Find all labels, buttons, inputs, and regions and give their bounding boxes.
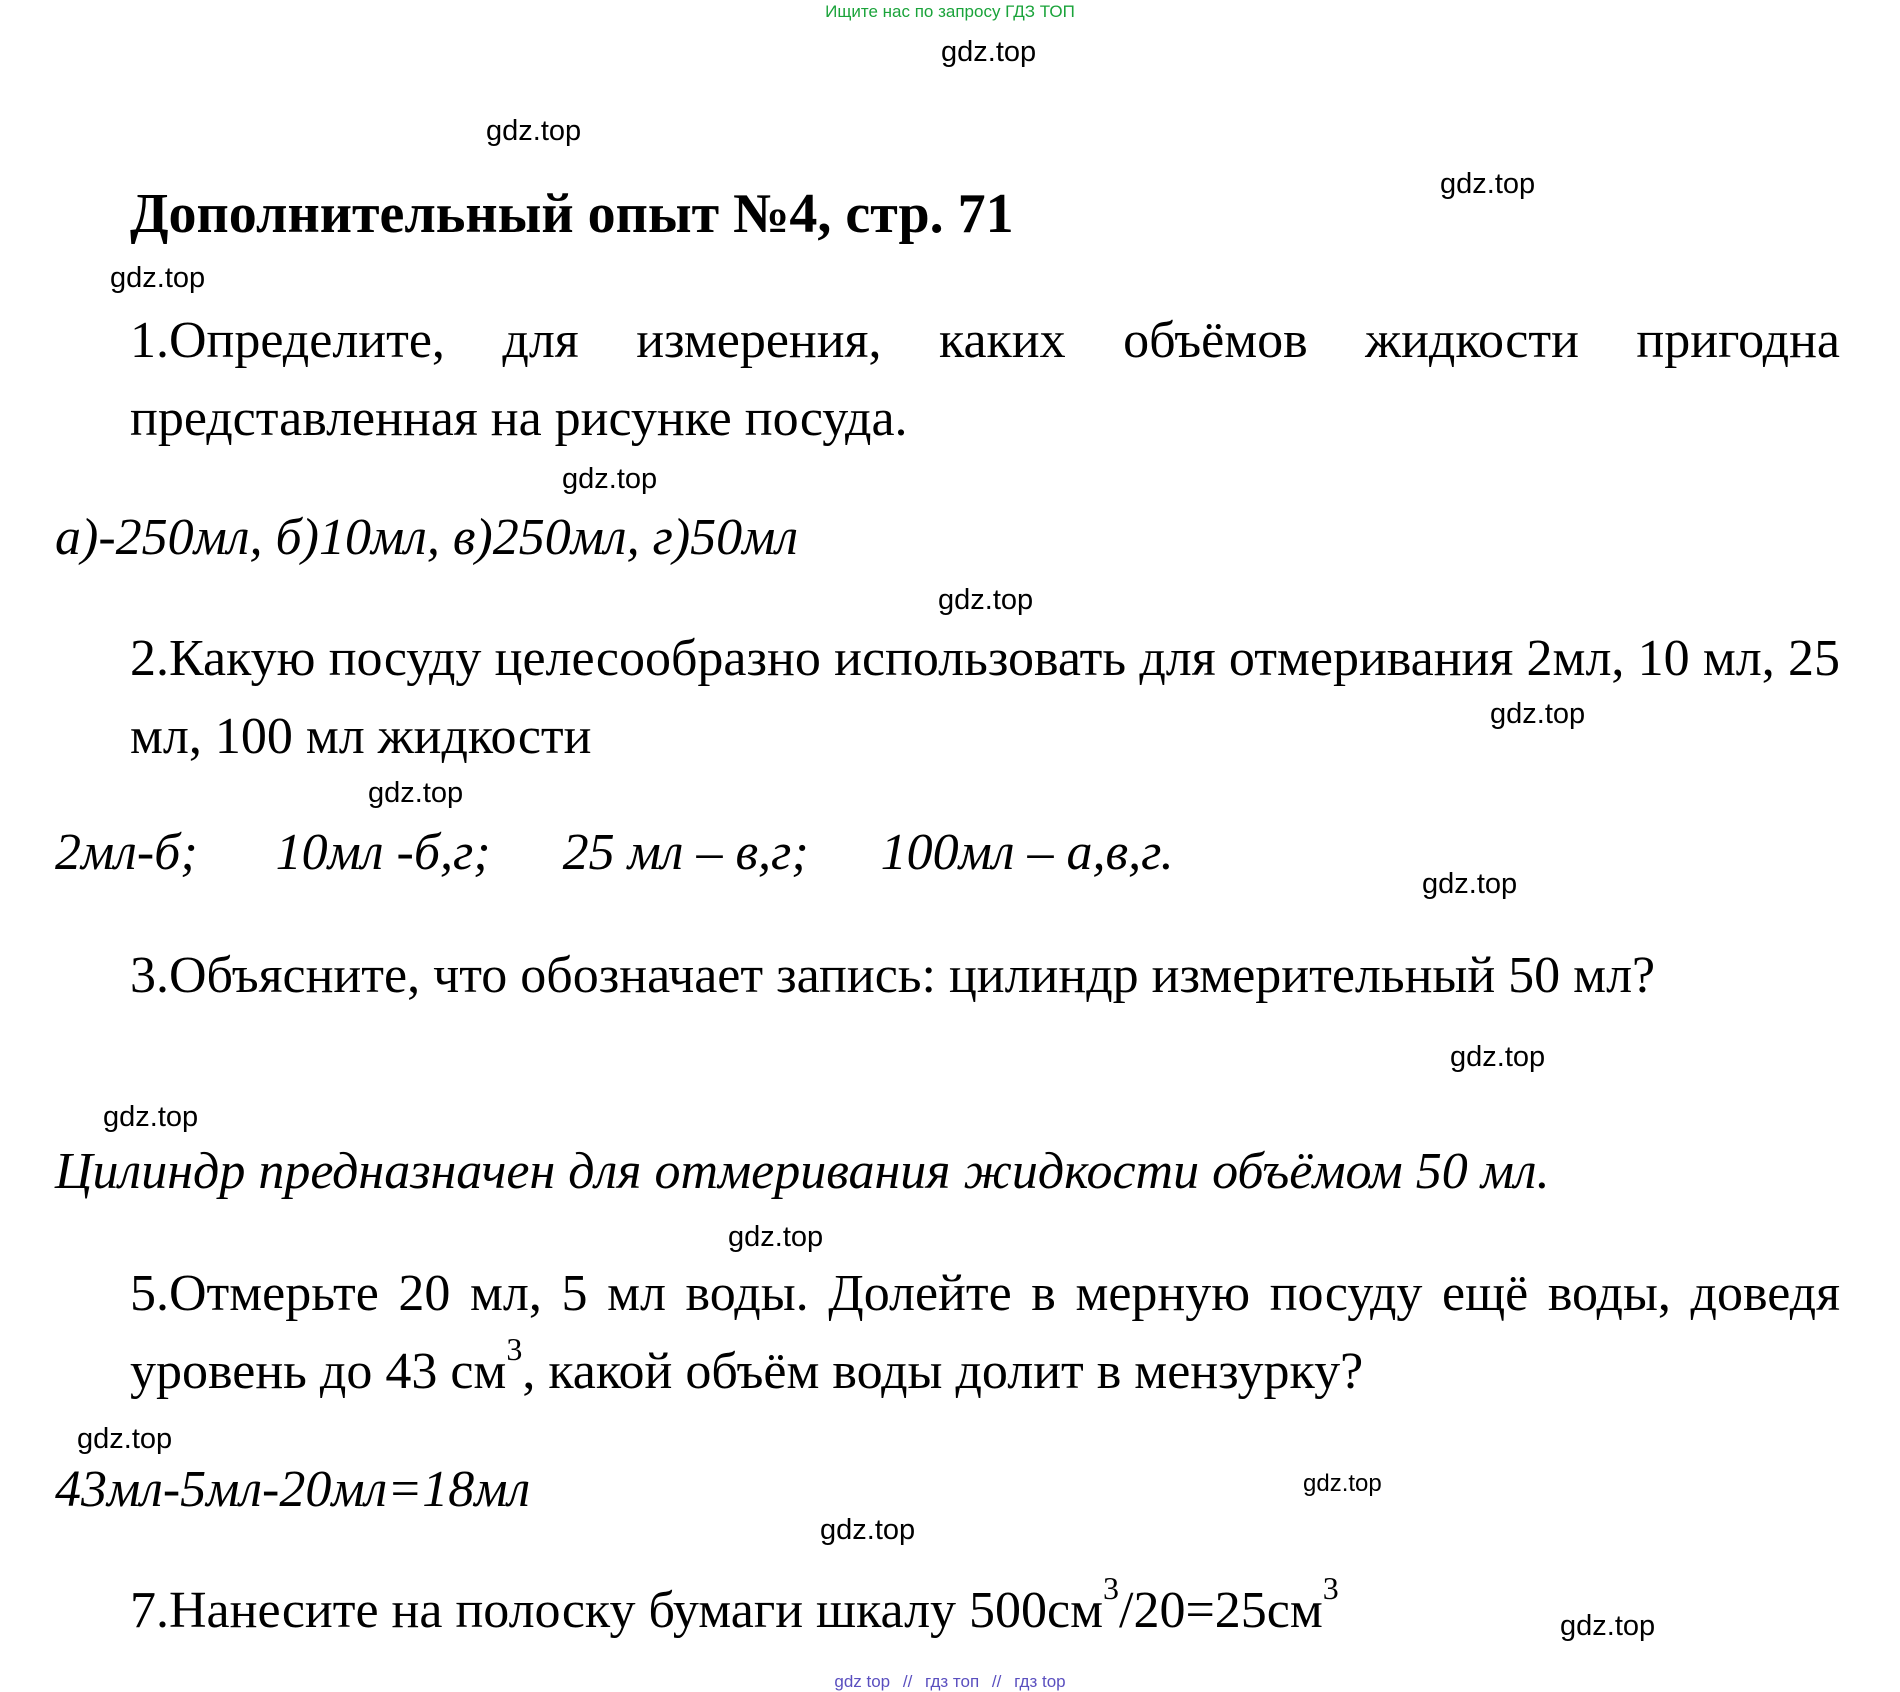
answer-1: а)-250мл, б)10мл, в)250мл, г)50мл xyxy=(55,509,799,566)
footer-link[interactable]: gdz top xyxy=(834,1672,891,1691)
footer-link[interactable]: гдз top xyxy=(1014,1672,1066,1691)
question-5 xyxy=(130,1255,1840,1411)
question-2: 2.Какую посуду целесообразно использовать для отмеривания 2мл, 10 мл, 25 мл, 100 мл жидкости xyxy=(130,630,1840,765)
question-5-text: , какой объём воды долит в мензурку? xyxy=(522,1343,1364,1400)
answer-2-part: 100мл – а,в,г. xyxy=(880,824,1174,881)
answer-5: 43мл-5мл-20мл=18мл xyxy=(55,1461,531,1518)
answer-2-part: 25 мл – в,г; xyxy=(562,824,809,881)
footer-link[interactable]: гдз топ xyxy=(925,1672,980,1691)
footer-separator: // xyxy=(991,1672,1002,1691)
answer-3: Цилиндр предназначен для отмеривания жидкости объёмом 50 мл. xyxy=(55,1143,1550,1200)
watermark: gdz.top xyxy=(1450,1041,1546,1073)
answer-2 xyxy=(55,823,1174,882)
superscript: 3 xyxy=(1103,1570,1120,1606)
footer-links xyxy=(0,1672,1900,1692)
question-7-text: 7.Нанесите на полоску бумаги шкалу 500см xyxy=(130,1582,1104,1639)
answer-2-part: 2мл-б; xyxy=(55,824,198,881)
watermark: gdz.top xyxy=(368,777,464,809)
superscript: 3 xyxy=(506,1331,523,1367)
question-7 xyxy=(130,1572,1840,1650)
watermark: gdz.top xyxy=(941,36,1037,68)
watermark: gdz.top xyxy=(1422,868,1518,900)
watermark: gdz.top xyxy=(103,1101,199,1133)
watermark: gdz.top xyxy=(562,463,658,495)
superscript: 3 xyxy=(1322,1570,1339,1606)
watermark: gdz.top xyxy=(1303,1470,1382,1497)
watermark: gdz.top xyxy=(1440,168,1536,200)
footer-separator: // xyxy=(902,1672,913,1691)
watermark: gdz.top xyxy=(110,262,206,294)
question-5-text: 5.Отмерьте 20 мл, 5 мл воды. Долейте в мерную посуду ещё воды, доведя уровень до 43 см xyxy=(130,1265,1840,1400)
watermark: gdz.top xyxy=(1560,1610,1656,1642)
answer-2-part: 10мл -б,г; xyxy=(275,824,491,881)
question-7-text: /20=25см xyxy=(1119,1582,1323,1639)
top-banner: Ищите нас по запросу ГДЗ ТОП xyxy=(825,2,1075,21)
question-1: 1.Определите, для измерения, каких объёмов жидкости пригодна представленная на рисунке посуда. xyxy=(130,312,1840,447)
watermark: gdz.top xyxy=(728,1221,824,1253)
page-title: Дополнительный опыт №4, стр. 71 xyxy=(130,183,1014,245)
watermark: gdz.top xyxy=(820,1514,916,1546)
watermark: gdz.top xyxy=(77,1423,173,1455)
watermark: gdz.top xyxy=(486,115,582,147)
watermark: gdz.top xyxy=(938,584,1034,616)
watermark: gdz.top xyxy=(1490,698,1586,730)
question-3: 3.Объясните, что обозначает запись: цилиндр измерительный 50 мл? xyxy=(130,947,1656,1004)
